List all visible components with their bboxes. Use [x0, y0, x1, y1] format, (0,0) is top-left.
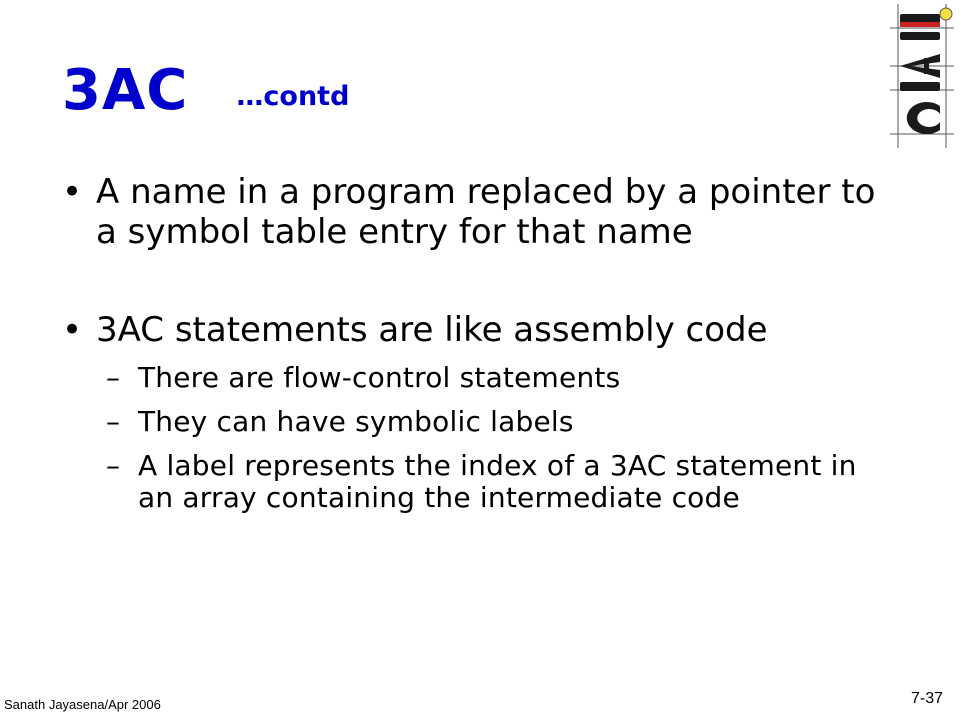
page-title: [62, 56, 349, 132]
logo-letters: [900, 14, 940, 134]
sub-bullet-item: [62, 450, 882, 514]
logo-red-bar: [900, 22, 940, 27]
sub-bullet-item: [62, 406, 882, 438]
bullet-marker: •: [62, 172, 83, 212]
bullet-marker: •: [62, 310, 83, 350]
sub-bullet-marker: –: [106, 361, 121, 394]
bullet-item: [62, 310, 882, 350]
sub-bullet-text: They can have symbolic labels: [138, 405, 574, 438]
bullet-text: 3AC statements are like assembly code: [96, 310, 768, 350]
slide-content: [62, 172, 882, 514]
sub-bullet-text: There are flow-control statements: [138, 361, 621, 394]
title-suffix: …contd: [236, 81, 350, 112]
sub-bullet-text: A label represents the index of a 3AC statement in an array containing the intermediate code: [138, 449, 857, 514]
sub-bullet-item: [62, 362, 882, 394]
sub-bullet-marker: –: [106, 449, 121, 482]
title-main: 3AC: [62, 58, 189, 123]
page-number: 7-37: [911, 690, 944, 707]
bullet-text: A name in a program replaced by a pointer to a symbol table entry for that name: [96, 172, 876, 252]
logo-yellow-dot: [940, 8, 952, 20]
footer-author-date: Sanath Jayasena/Apr 2006: [4, 697, 161, 712]
bullet-item: [62, 172, 882, 252]
sub-bullet-marker: –: [106, 405, 121, 438]
iaic-logo: [888, 2, 956, 150]
